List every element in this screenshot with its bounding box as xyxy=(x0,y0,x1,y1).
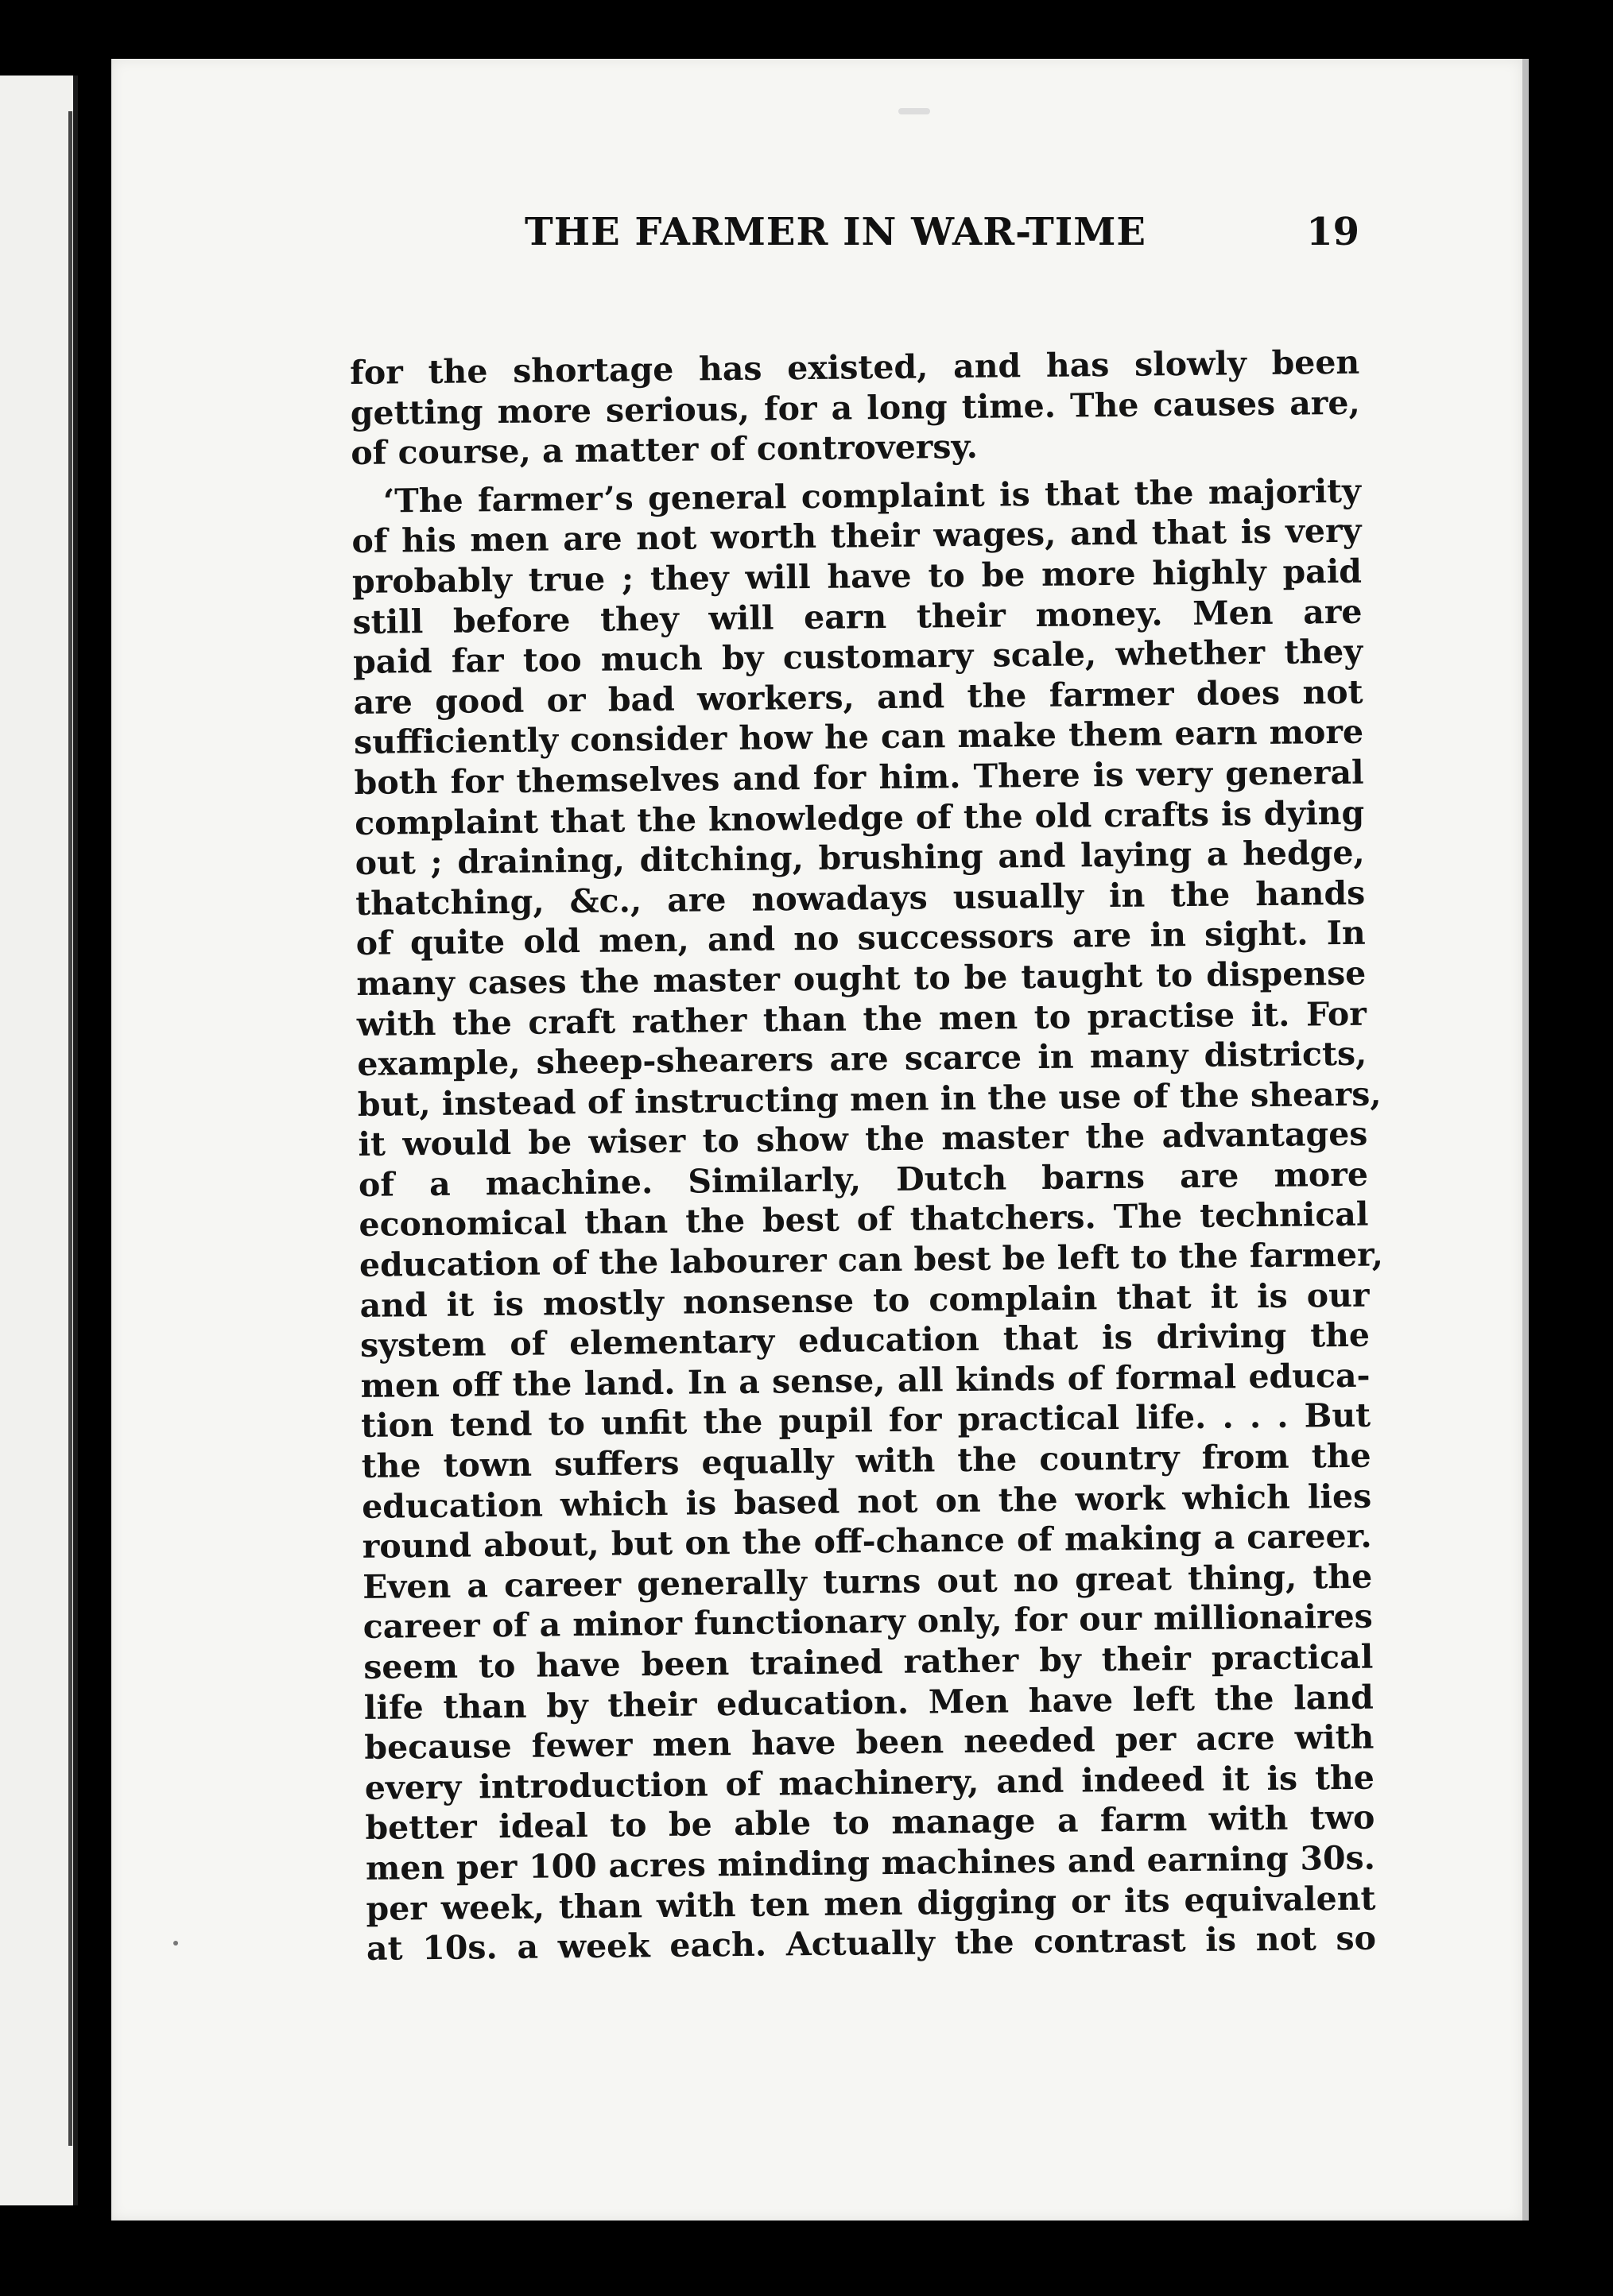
facing-page-edge xyxy=(0,76,78,2205)
running-head xyxy=(413,210,1383,273)
text-line: life than by their education. Men have left the land xyxy=(363,1678,1375,1727)
text-line: economical than the best of thatchers. The technical xyxy=(359,1195,1369,1245)
scan-smudge xyxy=(898,108,930,114)
text-line: because fewer men have been needed per acre with xyxy=(364,1717,1375,1767)
text-line: system of elementary education that is driving the xyxy=(359,1315,1371,1365)
text-line: and it is mostly nonsense to complain that it is our xyxy=(359,1276,1370,1325)
text-line: men per 100 acres minding machines and earning 30s. xyxy=(365,1838,1376,1888)
text-line: of course, a matter of controversy. xyxy=(351,427,979,473)
text-line: every introduction of machinery, and indeed it is the xyxy=(364,1758,1375,1807)
page-number: 19 xyxy=(1306,210,1359,254)
text-line: for the shortage has existed, and has slowly been xyxy=(350,343,1360,392)
text-line: thatching, &c., are nowadays usually in the hands xyxy=(355,873,1366,923)
text-line: still before they will earn their money. Men are xyxy=(352,592,1363,641)
text-line: seem to have been trained rather by their practical xyxy=(363,1637,1374,1686)
text-line: at 10s. a week each. Actually the contrast is not so xyxy=(366,1918,1377,1969)
text-line: of quite old men, and no successors are in sight. In xyxy=(355,913,1366,963)
text-line: getting more serious, for a long time. The causes are, xyxy=(350,383,1360,432)
text-line: complaint that the knowledge of the old crafts is dying xyxy=(354,793,1365,842)
text-line: ‘The farmer’s general complaint is that the majority xyxy=(382,471,1362,521)
text-line: out ; draining, ditching, brushing and laying a hedge, xyxy=(355,833,1365,883)
body-text xyxy=(350,343,1384,1969)
text-line: education which is based not on the work which lies xyxy=(361,1477,1372,1526)
text-line: example, sheep-shearers are scarce in many districts, xyxy=(357,1034,1367,1084)
book-page xyxy=(111,59,1529,2220)
text-line: career of a minor functionary only, for our millionaires xyxy=(363,1597,1373,1647)
text-line: of a machine. Similarly, Dutch barns are more xyxy=(358,1155,1369,1204)
scan-speck xyxy=(173,1941,178,1946)
text-line: men off the land. In a sense, all kinds of formal educa- xyxy=(360,1356,1371,1405)
text-line: it would be wiser to show the master the advantages xyxy=(358,1114,1368,1164)
text-line: education of the labourer can best be left to the farmer, xyxy=(359,1235,1384,1284)
text-line: but, instead of instructing men in the use of the shears, xyxy=(357,1074,1382,1124)
running-title: THE FARMER IN WAR-TIME xyxy=(525,210,1146,254)
book-gutter-line xyxy=(68,111,72,2146)
text-line: probably true ; they will have to be more highly paid xyxy=(351,552,1363,601)
text-line: Even a career generally turns out no great thing, the xyxy=(363,1557,1373,1606)
text-line: round about, but on the off-chance of making a career. xyxy=(362,1516,1372,1566)
text-line: sufficiently consider how he can make them earn more xyxy=(353,713,1364,762)
text-line: both for themselves and for him. There is very general xyxy=(354,753,1364,802)
text-line: better ideal to be able to manage a farm with two xyxy=(365,1798,1375,1848)
text-line: the town suffers equally with the country from the xyxy=(361,1436,1371,1485)
text-line: are good or bad workers, and the farmer does not xyxy=(353,672,1363,722)
text-line: per week, than with ten men digging or its equivalent xyxy=(366,1879,1376,1928)
text-line: paid far too much by customary scale, whether they xyxy=(352,632,1363,682)
text-line: many cases the master ought to be taught to dispense xyxy=(356,954,1367,1003)
text-line: tion tend to unfit the pupil for practical life. . . . But xyxy=(360,1396,1371,1446)
text-line: with the craft rather than the men to practise it. For xyxy=(356,994,1367,1043)
text-line: of his men are not worth their wages, and that is very xyxy=(351,512,1362,561)
